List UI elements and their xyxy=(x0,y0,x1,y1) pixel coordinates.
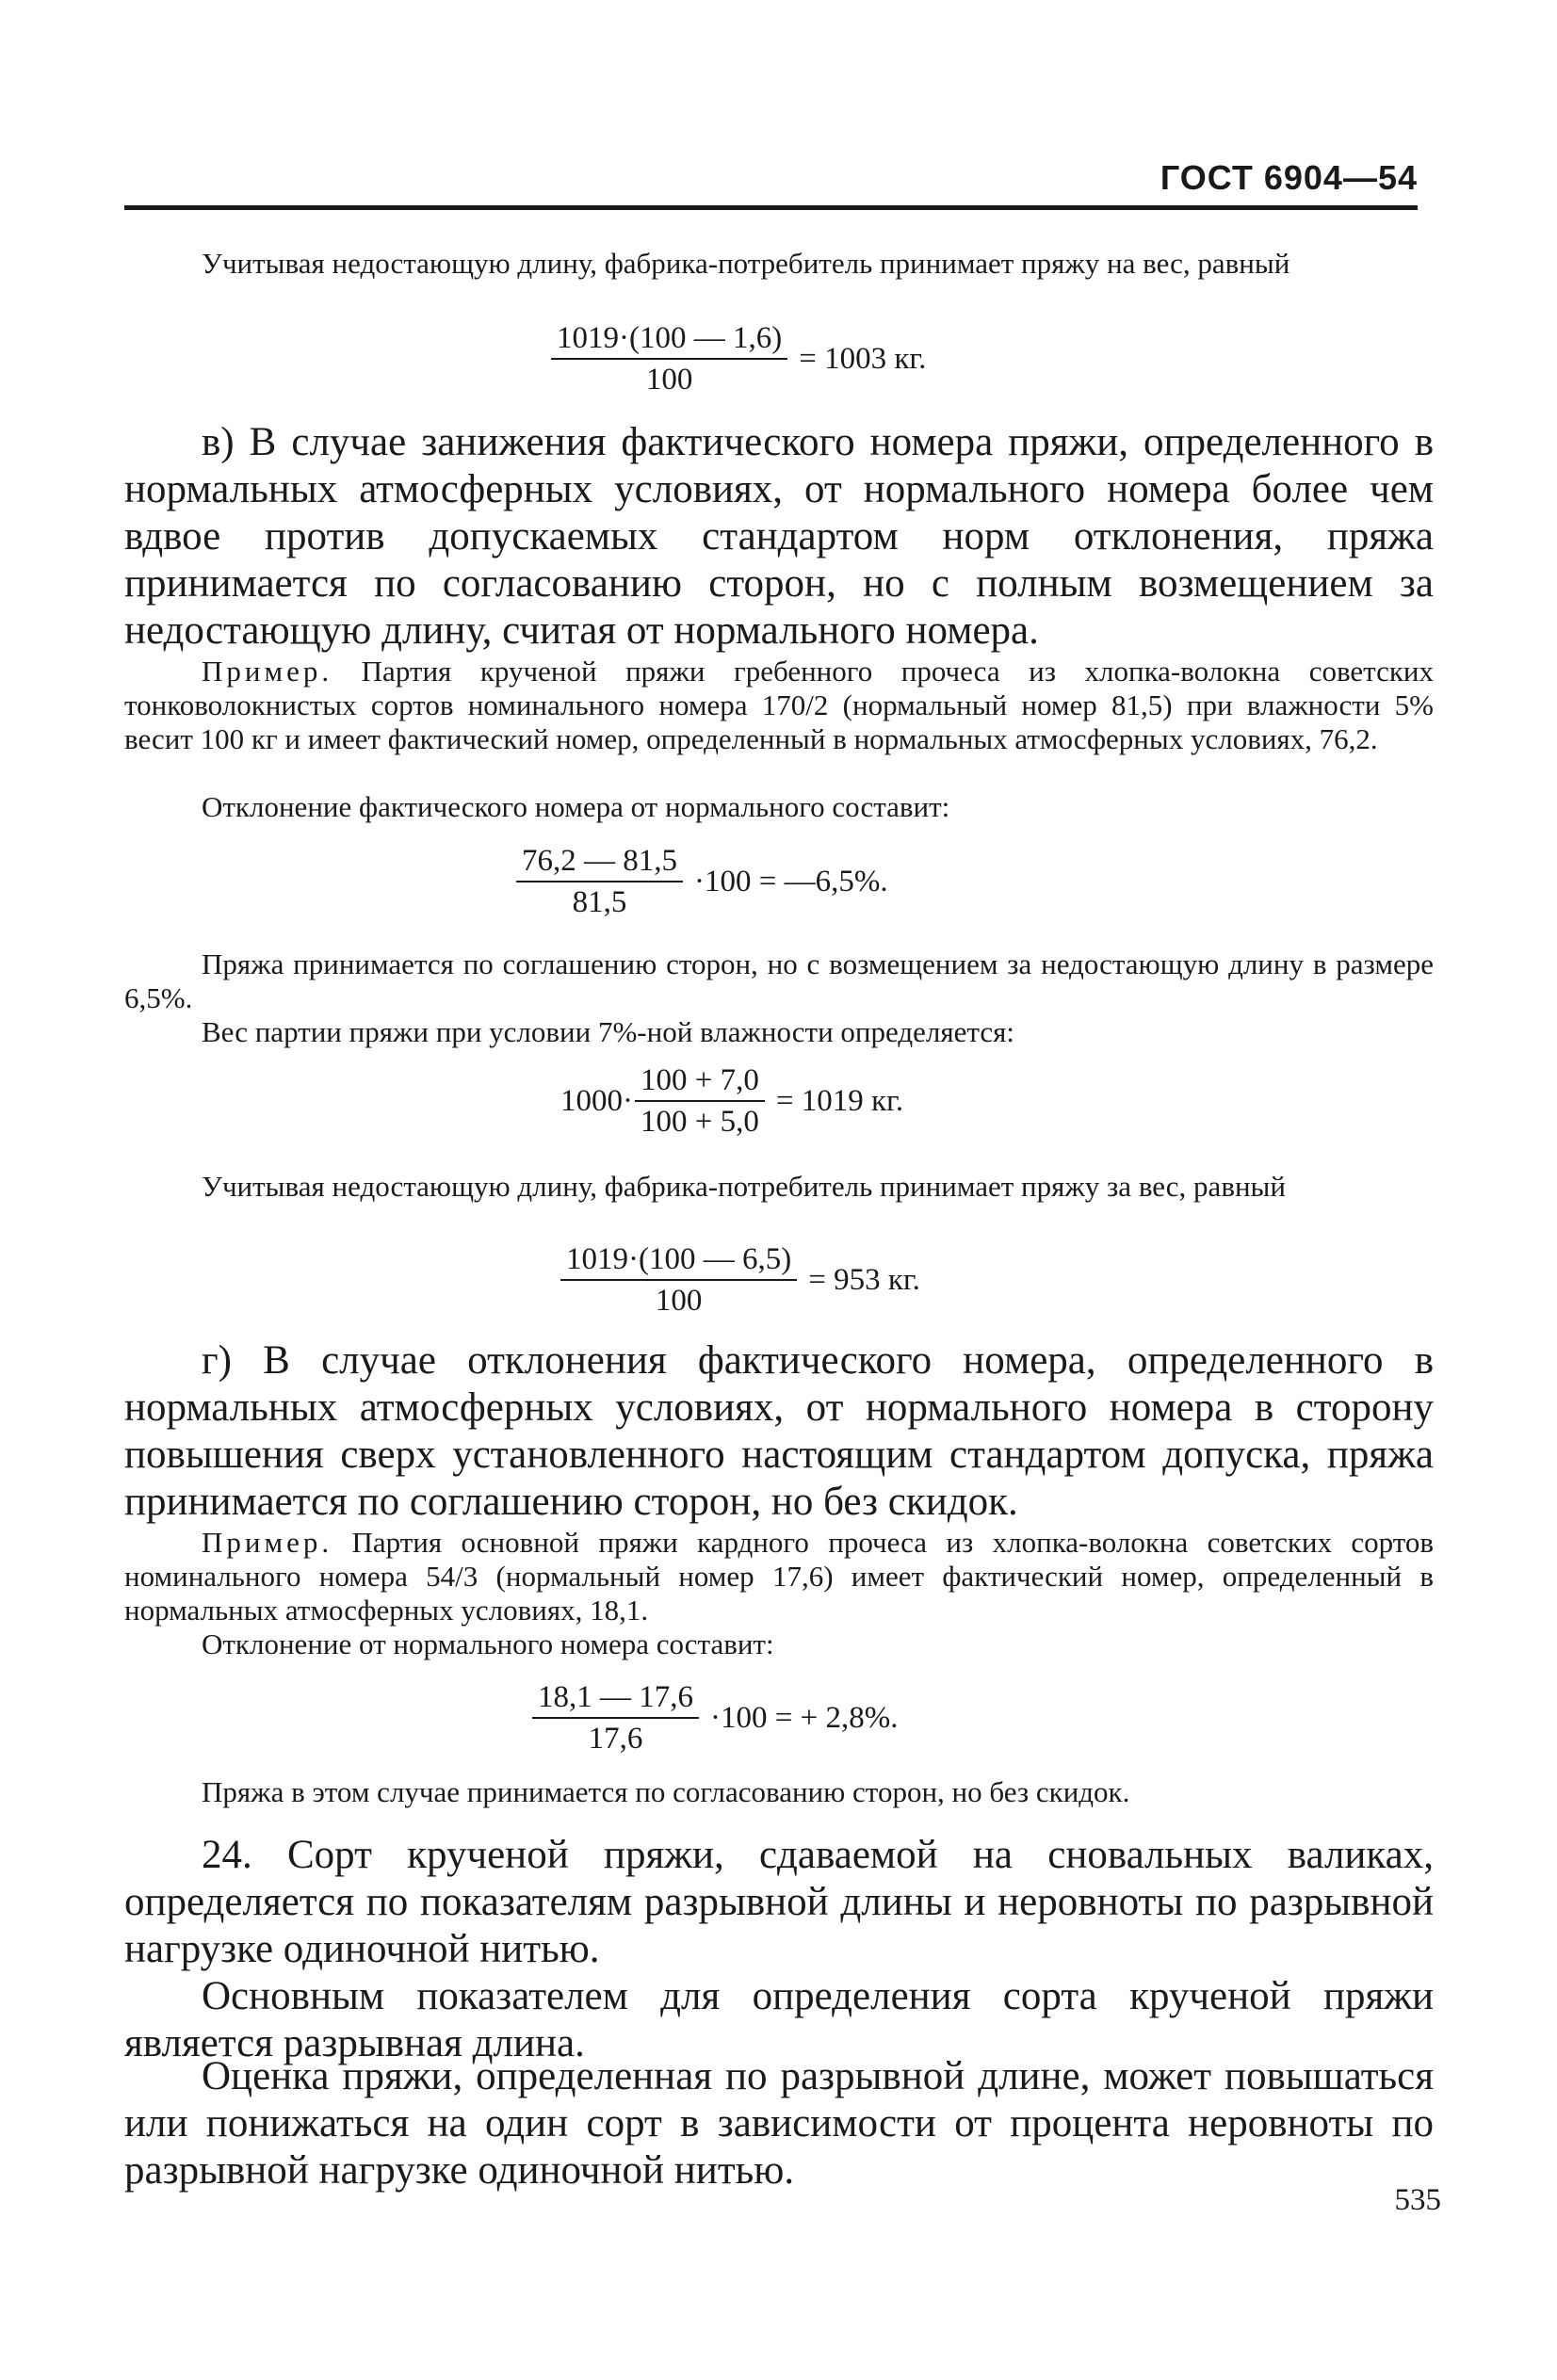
example-label: Пример. xyxy=(202,655,333,688)
fraction-denominator: 100 xyxy=(645,363,693,397)
fraction-numerator: 1019·(100 — 1,6) xyxy=(551,320,787,360)
paragraph-no-discount: Пряжа в этом случае принимается по согласованию сторон, но без скидок. xyxy=(202,1775,1130,1808)
example-text: Партия основной пряжи кардного прочеса из хлопка-волокна советских сортов номинального номера 54/3 (нормальный номер 17,6) имеет фактический номер, определенный в нормальных атмосферных условиях, 18,1. xyxy=(124,1526,1434,1627)
fraction-numerator: 18,1 — 17,6 xyxy=(532,1679,699,1719)
fraction-denominator: 17,6 xyxy=(588,1722,643,1756)
fraction-denominator: 81,5 xyxy=(572,885,627,919)
paragraph-accounting-intro-2: Учитывая недостающую длину, фабрика-потребитель принимает пряжу за вес, равный xyxy=(202,1170,1286,1203)
formula-result: ·100 = + 2,8%. xyxy=(710,1701,899,1735)
fraction xyxy=(532,1679,699,1757)
formula-weight-953 xyxy=(560,1241,920,1319)
fraction-numerator: 1019·(100 — 6,5) xyxy=(560,1241,797,1281)
paragraph-deviation-1: Отклонение фактического номера от нормального составит: xyxy=(202,790,950,823)
fraction-numerator: 100 + 7,0 xyxy=(635,1062,765,1102)
document-header: ГОСТ 6904—54 xyxy=(1160,158,1418,197)
paragraph-agreement-1: Пряжа принимается по соглашению сторон, но с возмещением за недостающую длину в размере 6,5%. xyxy=(124,947,1434,1014)
fraction-denominator: 100 + 5,0 xyxy=(641,1105,759,1139)
paragraph-section-24: 24. Сорт крученой пряжи, сдаваемой на сновальных валиках, определяется по показателям разрывной длины и неровноты по разрывной нагрузке одиночной нитью. xyxy=(124,1833,1434,1971)
formula-result: ·100 = —6,5%. xyxy=(694,865,888,899)
formula-result: = 953 кг. xyxy=(808,1263,920,1297)
example-label: Пример. xyxy=(202,1526,333,1559)
paragraph-weight-calc: Вес партии пряжи при условии 7%-ной влажности определяется: xyxy=(202,1015,1014,1048)
paragraph-deviation-2: Отклонение от нормального номера составит: xyxy=(202,1627,774,1660)
fraction xyxy=(551,320,787,397)
formula-result: = 1019 кг. xyxy=(775,1084,904,1118)
formula-deviation-minus-6-5 xyxy=(516,843,888,920)
page-number: 535 xyxy=(1394,2183,1441,2217)
fraction xyxy=(516,843,683,920)
header-rule xyxy=(124,205,1418,210)
paragraph-example-2 xyxy=(124,1526,1434,1627)
fraction-denominator: 100 xyxy=(655,1284,703,1318)
fraction xyxy=(560,1241,797,1319)
formula-weight-1003 xyxy=(551,320,926,397)
formula-prefix: 1000· xyxy=(560,1084,633,1118)
formula-weight-1019 xyxy=(560,1062,903,1140)
paragraph-clause-g: г) В случае отклонения фактического номера, определенного в нормальных атмосферных условиях, от нормального номера в сторону повышения сверх установленного настоящим стандартом допуска, пряжа принимается по соглашению сторон, но без скидок. xyxy=(124,1338,1434,1524)
example-text: Партия крученой пряжи гребенного прочеса из хлопка-волокна советских тонковолокнистых сортов номинального номера 170/2 (нормальный номер 81,5) при влажности 5% весит 100 кг и имеет фактический номер, определенный в нормальных атмосферных условиях, 76,2. xyxy=(124,655,1435,755)
paragraph-accounting-intro-1: Учитывая недостающую длину, фабрика-потребитель принимает пряжу на вес, равный xyxy=(202,247,1290,280)
fraction xyxy=(635,1062,765,1140)
paragraph-main-indicator: Основным показателем для определения сорта крученой пряжи является разрывная длина. xyxy=(124,1974,1434,2065)
formula-deviation-plus-2-8 xyxy=(532,1679,898,1757)
paragraph-grade-adjustment: Оценка пряжи, определенная по разрывной длине, может повышаться или понижаться на один сорт в зависимости от процента неровноты по разрывной нагрузке одиночной нитью. xyxy=(124,2054,1434,2193)
formula-result: = 1003 кг. xyxy=(799,342,927,376)
paragraph-example-1 xyxy=(124,655,1434,756)
paragraph-clause-v: в) В случае занижения фактического номера пряжи, определенного в нормальных атмосферных условиях, от нормального номера более чем вдвое против допускаемых стандартом норм отклонения, пряжа принимается по согласованию сторон, но с полным возмещением за недостающую длину, считая от нормального номера. xyxy=(124,420,1434,653)
fraction-numerator: 76,2 — 81,5 xyxy=(516,843,683,882)
